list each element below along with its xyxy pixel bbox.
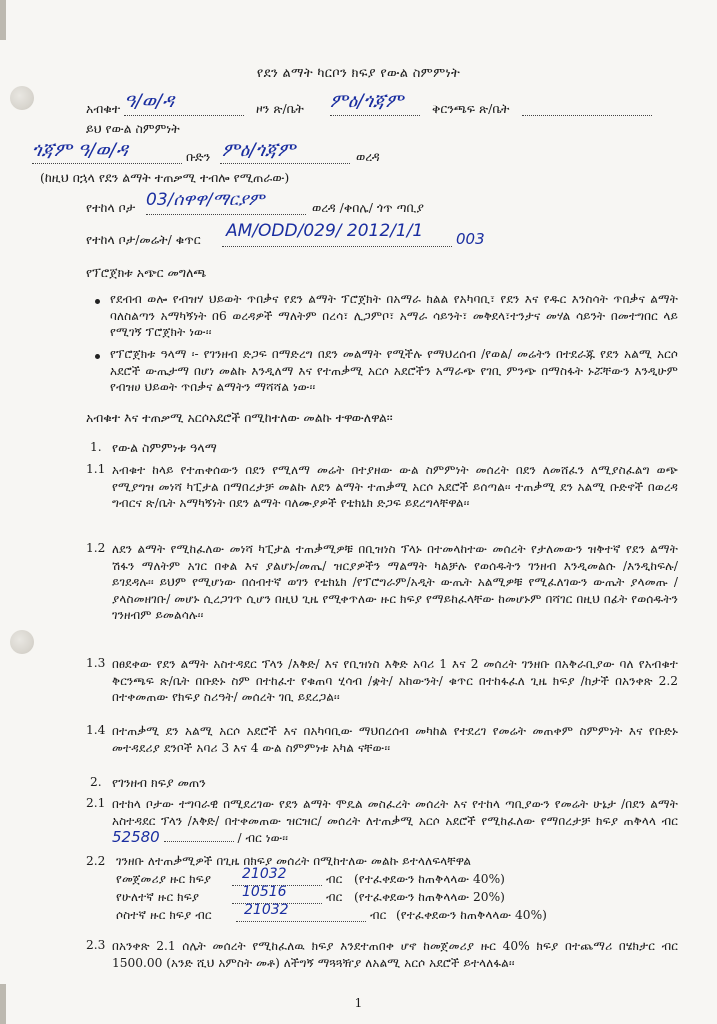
- clause-number: 2.1: [86, 796, 106, 810]
- clause-number: 1.3: [86, 656, 106, 670]
- payment-note: (የተፈቀደውን ከጠቅላላው 20%): [354, 890, 505, 904]
- payment-label: የመጀመሪያ ዙር ክፍያ: [116, 872, 212, 886]
- header-label: የተከላ ቦታ: [86, 200, 136, 215]
- fill-line: [32, 163, 182, 164]
- section-number: 1.: [90, 440, 102, 454]
- header-text: ይህ የውል ስምምነት: [86, 121, 180, 136]
- punch-hole: [10, 630, 34, 654]
- fill-line: [146, 214, 306, 215]
- header-label: ወረዳ: [356, 149, 380, 164]
- bullet-text: የደብብ ወሎ የብዝሃ ህይወት ጥበቃና የደን ልማት ፕሮጀክት በአማራ ክልል የአካባቢ፣ የደን እና የዱር እንስሳት ጥበቃና ልማት ባለስልጣን አማካኝነት በ6 ወረዳዎች ማለትም በረሳ፣ ሊጋምቦ፣ አማራ ሳይንት፣ መቅደላ፣ተንታና መሃል ሳይንት በመተግበር ላይ የሚገኝ ፕሮጀክት ነው፡፡: [110, 292, 678, 339]
- clause-text: በተጠቃሚ ደን አልሚ አርሶ አደሮች እና በአካባቢው ማህበረሰብ መካከል የተደረገ የመሬት መጠቀም ስምምነት እና የቡድኑ መተዳደሪያ ደንቦች አባሪ 3 እና 4 ውል ስምምነቱ አካል ናቸው፡፡: [112, 724, 678, 755]
- handwritten-plot-number: AM/ODD/029/ 2012/1/1: [226, 221, 424, 241]
- clause-text: ገንዘቡ ለተጠቃሚዎች በጊዜ በክፍያ መሰረት በሚከተለው መልኩ ይተላለፍላቸዋል: [116, 854, 472, 868]
- fill-line: [330, 115, 420, 116]
- clause-number: 1.4: [86, 723, 106, 737]
- punch-hole: [10, 86, 34, 110]
- clause-text: አብቁተ ከላይ የተጠቀሰውን በደን የሚለማ መሬት በተያዘው ውል ስምምነት መሰረት በደን ለመሸፈን ለሚያስፈልግ ወጭ የሚያግዝ መነሻ ካፒታል በማበረታቻ መልኩ ለደን ልማት ተጠቃሚ አርሶ አደሮች ይሰጣል፡፡ ተጠቃሚ ደን አልሚ ቡድኖች በወረዳ ግብርና ጽ/ቤት አማካኝነት በደን ልማት ባለሙያዎች የቴክኒክ ድጋፍ ይደረግላቸዋል፡፡: [112, 463, 678, 510]
- bullet-icon: [95, 299, 100, 304]
- fill-line: [164, 841, 234, 842]
- fill-line: [220, 163, 350, 164]
- clause-text: ለደን ልማት የሚከፈለው መነሻ ካፒታል ተጠቃሚዎቹ በቢዝነስ ፕላኑ በተመላከተው መሰረት የታለመውን ዝቅተኛ የደን ልማት ሽፋን ማለትም አገር በቀል እና ያልሆኑ/መጤ/ ዝርያዎችን ማልማት ካልቻሉ የወሰዱትን ገንዘብ እንዲመልሱ /እንዲከፍሉ/ ይገደዳሉ፡፡ ይህም የሚሆነው በሰብተኛ ወገን የቴክኒክ /የፕሮግራም/አዲት ውጤት አልሚዎቹ የሚፈለገውን ውጤት ያላመጡ /ያላስመዘገቡ/ መሆኑ ሲረጋገጥ ሲሆን በዚህ ጊዜ የሚቀጥለው ዙር ክፍያ የማይከፈላቸው ከመሆኑም በሻገር በዚህ በፊት የወሰዱትን ገንዘብም ይመልሳሉ፡፡: [112, 542, 678, 622]
- clause-text-a: በተከላ ቦታው ተግባራዊ በሚደረገው የደን ልማት ሞዴል መስፈረት መሰረት እና የተከላ ጣቢያውን የመሬት ሁኔታ /በደን ልማት አስተዳደር ፕላን /እቅድ/ በተቀመጠው ዝርዝር/ መሰረት ለተጠቃሚ አርሶ አደሮች የሚከፈለው የማበረታቻ ክፍያ ጠቅላላ ብር: [112, 797, 678, 828]
- header-label: ወረዳ /ቀበሌ/ ጎጥ ጣቢያ: [312, 200, 424, 215]
- document-title: የደን ልማት ካርቦን ክፍያ የውል ስምምነት: [256, 66, 461, 81]
- handwritten-plot-suffix: 003: [456, 230, 485, 248]
- handwritten-payment-2: 10516: [242, 884, 287, 900]
- header-note: (ከዚህ በኋላ የደን ልማት ተጠቃሚ ተብሎ የሚጠራው): [40, 170, 290, 185]
- handwritten-payment-3: 21032: [244, 902, 289, 918]
- clause-number: 1.1: [86, 462, 106, 476]
- payment-label: የሁለተኛ ዙር ክፍያ: [116, 890, 200, 904]
- payment-note: (የተፈቀደውን ከጠቅላላው 40%): [396, 908, 547, 922]
- fill-line: [236, 921, 366, 922]
- clause-number: 2.3: [86, 938, 106, 952]
- header-label: ቡድን: [186, 149, 211, 164]
- section-heading: የገንዘብ ክፍያ መጠን: [112, 775, 206, 790]
- bullet-icon: [95, 354, 100, 359]
- clause-text: በአንቀጽ 2.1 ሰሌት መሰረት የሚከፈለዉ ክፍያ እንደተጠበቀ ሆኖ ከመጀመሪያ ዙር 40% ክፍያ በተጨማሪ በሄክታር ብር 1500.00 (አንድ ሺህ አምስት መቶ) ለችግኝ ማጓጓዥያ ለአልሚ አርሶ አደሮች ይተላለፋል፡፡: [112, 939, 678, 970]
- edge-shadow: [0, 0, 6, 40]
- header-label: ቅርንጫፍ ጽ/ቤት: [432, 101, 510, 116]
- payment-currency: ብር: [370, 908, 387, 922]
- fill-line: [124, 115, 244, 116]
- handwritten-zone: ምዕ/ጎጃም: [330, 90, 404, 112]
- clause-text-b: / ብር ነው፡፡: [237, 831, 289, 845]
- handwritten-branch: ዓ/ወ/ዳ: [124, 90, 175, 112]
- handwritten-group: ጎጃም ዓ/ወ/ዳ: [32, 139, 128, 161]
- handwritten-total-amount: 52580: [112, 828, 160, 846]
- clause-text: በፀደቀው የደን ልማት አስተዳደር ፕላን /እቅድ/ እና የቢዝነስ እቅድ አባሪ 1 እና 2 መሰረት ገንዘቡ በአቅራቢያው ባለ የአብቁተ ቅርንጫፍ ጽ/ቤት በቡድኑ ስም በተከፈተ የቁጠባ ሂሳብ /ቋት/ አከውንት/ ቁጥር በተከፋፈለ ጊዜ ክፍያ /ከታች በአንቀጽ 2.2 በተቀመጠው የክፍያ ስሪዓት/ መሰረት ገቢ ይደረጋል፡፡: [112, 657, 678, 704]
- handwritten-site: 03/ሰዋዋ/ማርያም: [146, 190, 265, 210]
- header-label: የተከላ ቦታ/መሬት/ ቁጥር: [86, 232, 201, 247]
- section-heading: የውል ስምምነቱ ዓላማ: [112, 440, 217, 455]
- fill-line: [522, 115, 652, 116]
- fill-line: [222, 246, 452, 247]
- clause-number: 2.2: [86, 854, 106, 868]
- header-label: አብቁተ: [86, 101, 121, 116]
- payment-label: ሶስተኛ ዙር ክፍያ ብር: [116, 908, 212, 922]
- payment-currency: ብር: [326, 890, 343, 904]
- clause-number: 1.2: [86, 541, 106, 555]
- intro-text: አብቁተ እና ተጠቃሚ አርሶአደሮች በሚከተለው መልኩ ተዋውለዋል፡፡: [86, 410, 393, 425]
- payment-currency: ብር: [326, 872, 343, 886]
- section-number: 2.: [90, 775, 102, 789]
- payment-note: (የተፈቀደውን ከጠቅላላው 40%): [354, 872, 505, 886]
- handwritten-woreda: ምዕ/ጎጃም: [222, 139, 296, 161]
- handwritten-payment-1: 21032: [242, 866, 287, 882]
- clause-text: [112, 796, 678, 847]
- header-label: ዞን ጽ/ቤት: [256, 101, 304, 116]
- summary-heading: የፕሮጀክቱ አጭር መግለጫ: [86, 265, 207, 280]
- bullet-text: የፕሮጀክቱ ዓላማ ፡- የገንዘብ ድጋፍ በማድረግ በደን መልማት የሚችሉ የማህረሰብ /የወል/ መሬትን በተደራጁ የደን አልሚ አርሶ አደሮች ውጤታማ በሆነ መልኩ እንዲለማ እና የተጠቃሚ አርሶ አደሮችን አማራጭ የገቢ ምንጭ በማስፋት ኑሯቸውን እንዲሁም የብዝሀ ህይወት ጥበቃና ልማትን ማሻሻል ነው፡፡: [110, 347, 678, 394]
- page-number: 1: [354, 996, 363, 1010]
